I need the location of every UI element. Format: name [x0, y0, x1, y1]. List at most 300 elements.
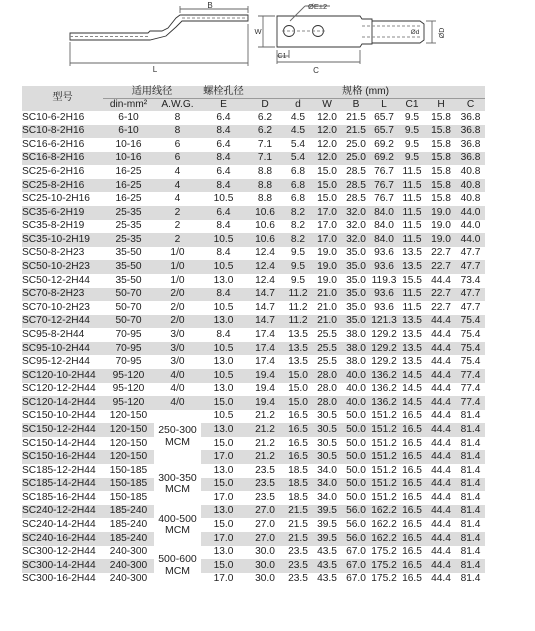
model-cell: SC120-12-2H44 — [22, 383, 96, 395]
model-cell: SC95-8-2H44 — [22, 328, 85, 340]
d-cell: 16.5 — [284, 423, 312, 437]
L-cell: 162.2 — [371, 519, 397, 531]
din-cell: 35-50 — [115, 274, 142, 286]
C-cell: 47.7 — [460, 247, 481, 259]
model-cell: SC240-12-2H44 — [22, 505, 103, 519]
B-cell: 35.0 — [346, 274, 366, 286]
C1-cell: 11.5 — [398, 233, 426, 247]
D-cell: 14.7 — [246, 315, 284, 329]
C1-cell: 9.5 — [398, 152, 426, 166]
awg-cell: 4 — [174, 193, 181, 205]
L-cell: 136.2 — [371, 383, 397, 395]
table-row — [22, 288, 485, 302]
model-cell: SC35-10-2H19 — [22, 233, 103, 247]
W-cell: 30.5 — [317, 437, 337, 449]
D-cell: 8.8 — [257, 166, 273, 177]
awg-group-range: 300-350 — [158, 471, 197, 484]
e-cell: 15.0 — [201, 396, 246, 410]
model-cell: SC150-16-2H44 — [22, 450, 103, 464]
W-cell: 43.5 — [317, 546, 337, 558]
B-cell: 25.0 — [346, 138, 366, 150]
W-cell: 19.0 — [317, 274, 337, 286]
C-cell: 81.4 — [456, 478, 485, 492]
W-cell: 21.0 — [312, 315, 342, 329]
dim-c1-label: C1 — [277, 53, 287, 60]
awg-group-unit: MCM — [164, 564, 191, 577]
C1-cell: 16.5 — [402, 491, 422, 503]
d-cell: 6.8 — [290, 193, 306, 205]
H-cell: 44.4 — [431, 573, 451, 585]
model-cell: SC300-14-2H44 — [22, 559, 103, 573]
model-cell: SC240-16-2H44 — [22, 532, 103, 546]
H-cell: 44.4 — [431, 328, 451, 340]
din-cell: 240-300 — [103, 559, 154, 573]
d-cell: 16.5 — [284, 450, 312, 464]
model-cell: SC185-16-2H44 — [22, 491, 96, 503]
B-cell: 35.0 — [346, 247, 366, 259]
model-cell: SC120-14-2H44 — [22, 396, 103, 410]
model-cell: SC25-6-2H16 — [22, 166, 85, 177]
D-cell: 8.8 — [246, 179, 284, 193]
table-row — [22, 478, 485, 492]
awg-cell: 6 — [174, 138, 181, 150]
e-cell: 15.0 — [213, 519, 234, 531]
awg-group-unit: MCM — [164, 435, 191, 448]
din-cell: 150-185 — [109, 491, 148, 503]
d-cell: 8.2 — [284, 206, 312, 220]
C-cell: 73.4 — [460, 274, 481, 286]
C1-cell: 13.5 — [402, 356, 422, 368]
din-cell: 240-300 — [109, 573, 148, 585]
awg-cell: 2/0 — [170, 301, 185, 313]
model-cell: SC300-12-2H44 — [22, 546, 96, 558]
d-cell: 16.5 — [288, 410, 308, 422]
din-cell: 10-16 — [103, 152, 154, 166]
model-cell: SC25-8-2H16 — [22, 179, 103, 193]
lug-technical-drawing — [0, 0, 535, 82]
model-cell: SC150-12-2H44 — [22, 423, 103, 437]
awg-cell: 1/0 — [170, 247, 185, 259]
table-row — [22, 505, 485, 519]
dim-w-label: W — [254, 27, 262, 36]
L-cell: 84.0 — [374, 220, 394, 232]
C1-cell: 13.5 — [398, 315, 426, 329]
W-cell: 39.5 — [317, 519, 337, 531]
model-cell: SC10-8-2H16 — [22, 125, 103, 139]
e-cell: 13.0 — [213, 274, 234, 286]
W-cell: 30.5 — [312, 423, 342, 437]
B-cell: 32.0 — [346, 220, 366, 232]
C1-cell: 16.5 — [398, 505, 426, 519]
C1-cell: 13.5 — [398, 342, 426, 356]
awg-cell: 2/0 — [154, 288, 201, 302]
din-cell: 150-185 — [109, 464, 148, 476]
C-cell: 81.4 — [460, 573, 481, 585]
C1-cell: 16.5 — [402, 464, 422, 476]
e-cell: 8.4 — [201, 288, 246, 302]
W-cell: 25.5 — [317, 328, 337, 340]
model-cell: SC16-6-2H16 — [22, 138, 85, 150]
awg-cell: 4 — [154, 179, 201, 193]
H-cell: 44.4 — [431, 437, 451, 449]
C-cell: 47.7 — [456, 260, 485, 274]
L-cell: 84.0 — [370, 206, 398, 220]
din-cell: 16-25 — [115, 166, 142, 177]
C-cell: 44.0 — [456, 233, 485, 247]
din-cell: 120-150 — [109, 437, 148, 449]
awg-group-unit: MCM — [164, 524, 191, 537]
header-wire-range: 适用线径 — [103, 86, 201, 99]
H-cell: 19.0 — [426, 206, 456, 220]
D-cell: 7.1 — [257, 138, 273, 150]
L-cell: 121.3 — [371, 315, 397, 327]
din-cell: 120-150 — [109, 410, 148, 422]
d-cell: 18.5 — [288, 491, 308, 503]
dim-b-label: B — [207, 1, 213, 10]
table-row — [22, 111, 485, 125]
dim-d-label: Ød — [410, 29, 420, 36]
H-cell: 15.8 — [426, 125, 456, 139]
L-cell: 151.2 — [371, 451, 397, 463]
W-cell: 43.5 — [317, 573, 337, 585]
table-row — [22, 491, 485, 505]
awg-cell: 4/0 — [154, 396, 201, 410]
C-cell: 81.4 — [456, 505, 485, 519]
e-cell: 13.0 — [213, 546, 234, 558]
d-cell: 9.5 — [290, 274, 306, 286]
table-row — [22, 138, 485, 152]
table-row — [22, 450, 485, 464]
C1-cell: 13.5 — [402, 247, 422, 259]
din-cell: 95-120 — [112, 383, 145, 395]
din-cell: 50-70 — [103, 288, 154, 302]
C1-cell: 11.5 — [402, 193, 422, 205]
e-cell: 10.5 — [201, 260, 246, 274]
W-cell: 17.0 — [317, 220, 337, 232]
table-row — [22, 437, 485, 451]
B-cell: 28.5 — [342, 179, 370, 193]
header-l: L — [370, 99, 398, 112]
din-cell: 16-25 — [115, 193, 142, 205]
C1-cell: 11.5 — [398, 288, 426, 302]
D-cell: 30.0 — [255, 573, 275, 585]
model-cell: SC25-10-2H16 — [22, 193, 90, 205]
H-cell: 44.4 — [431, 519, 451, 531]
B-cell: 32.0 — [342, 233, 370, 247]
din-cell: 25-35 — [103, 233, 154, 247]
C-cell: 47.7 — [460, 301, 481, 313]
C1-cell: 11.5 — [402, 220, 422, 232]
d-cell: 18.5 — [288, 464, 308, 476]
W-cell: 34.0 — [317, 491, 337, 503]
H-cell: 44.4 — [426, 396, 456, 410]
L-cell: 136.2 — [371, 369, 397, 381]
D-cell: 23.5 — [246, 478, 284, 492]
L-cell: 151.2 — [371, 478, 397, 490]
dim-c-label: C — [313, 66, 319, 75]
C-cell: 81.4 — [460, 464, 481, 476]
L-cell: 93.6 — [370, 288, 398, 302]
H-cell: 15.8 — [426, 179, 456, 193]
D-cell: 17.4 — [255, 328, 275, 340]
D-cell: 23.5 — [255, 491, 275, 503]
model-cell: SC50-10-2H23 — [22, 260, 103, 274]
B-cell: 50.0 — [342, 450, 370, 464]
din-cell: 35-50 — [115, 247, 142, 259]
D-cell: 30.0 — [246, 559, 284, 573]
din-cell: 185-240 — [109, 519, 148, 531]
d-cell: 6.8 — [284, 179, 312, 193]
header-e: E — [201, 99, 246, 112]
model-cell: SC185-14-2H44 — [22, 478, 103, 492]
e-cell: 13.0 — [213, 383, 234, 395]
D-cell: 27.0 — [246, 532, 284, 546]
C-cell: 75.4 — [460, 328, 481, 340]
D-cell: 14.7 — [246, 288, 284, 302]
H-cell: 44.4 — [431, 491, 451, 503]
header-din: din-mm² — [103, 99, 154, 112]
W-cell: 34.0 — [317, 464, 337, 476]
C-cell: 81.4 — [460, 546, 481, 558]
table-row — [22, 247, 485, 261]
din-cell: 95-120 — [103, 369, 154, 383]
awg-group-cell — [154, 464, 201, 505]
d-cell: 5.4 — [290, 138, 306, 150]
C-cell: 44.0 — [460, 220, 481, 232]
d-cell: 6.8 — [290, 166, 306, 177]
H-cell: 19.0 — [431, 220, 451, 232]
table-row — [22, 423, 485, 437]
L-cell: 93.6 — [374, 247, 394, 259]
e-cell: 13.0 — [201, 423, 246, 437]
D-cell: 23.5 — [255, 464, 275, 476]
awg-cell: 3/0 — [154, 342, 201, 356]
L-cell: 175.2 — [371, 546, 397, 558]
H-cell: 15.8 — [431, 166, 451, 177]
C-cell: 77.4 — [460, 383, 481, 395]
H-cell: 44.4 — [431, 383, 451, 395]
L-cell: 76.7 — [374, 193, 394, 205]
d-cell: 8.2 — [290, 220, 306, 232]
model-cell: SC70-12-2H44 — [22, 315, 103, 329]
din-cell: 70-95 — [115, 356, 142, 368]
W-cell: 12.0 — [312, 125, 342, 139]
d-cell: 9.5 — [290, 247, 306, 259]
table-row — [22, 328, 485, 342]
model-cell: SC35-6-2H19 — [22, 206, 103, 220]
D-cell: 19.4 — [246, 369, 284, 383]
table-row — [22, 396, 485, 410]
W-cell: 28.0 — [312, 369, 342, 383]
B-cell: 38.0 — [346, 328, 366, 340]
awg-cell: 2 — [174, 220, 181, 232]
H-cell: 44.4 — [426, 532, 456, 546]
table-row — [22, 125, 485, 139]
C1-cell: 16.5 — [402, 437, 422, 449]
din-cell: 185-240 — [103, 532, 154, 546]
model-cell: SC70-10-2H23 — [22, 301, 90, 313]
B-cell: 50.0 — [342, 423, 370, 437]
e-cell: 6.4 — [216, 111, 231, 123]
B-cell: 67.0 — [346, 573, 366, 585]
L-cell: 84.0 — [370, 233, 398, 247]
din-cell: 50-70 — [103, 315, 154, 329]
din-cell: 120-150 — [103, 423, 154, 437]
d-cell: 23.5 — [284, 559, 312, 573]
H-cell: 44.4 — [426, 315, 456, 329]
d-cell: 18.5 — [284, 478, 312, 492]
model-cell: SC10-6-2H16 — [22, 111, 85, 123]
awg-cell: 3/0 — [170, 356, 185, 368]
awg-cell: 4/0 — [154, 369, 201, 383]
H-cell: 44.4 — [426, 450, 456, 464]
d-cell: 13.5 — [288, 356, 308, 368]
L-cell: 119.3 — [371, 274, 397, 286]
table-row — [22, 355, 485, 369]
din-cell: 25-35 — [115, 220, 142, 232]
d-cell: 9.5 — [284, 260, 312, 274]
H-cell: 44.4 — [431, 356, 451, 368]
e-cell: 10.5 — [201, 233, 246, 247]
D-cell: 6.2 — [257, 111, 273, 123]
d-cell: 23.5 — [288, 546, 308, 558]
model-cell: SC70-8-2H23 — [22, 288, 103, 302]
D-cell: 6.2 — [246, 125, 284, 139]
e-cell: 17.0 — [213, 491, 234, 503]
C-cell: 81.4 — [456, 450, 485, 464]
din-cell: 35-50 — [103, 260, 154, 274]
L-cell: 65.7 — [374, 111, 394, 123]
C1-cell: 14.5 — [398, 396, 426, 410]
model-cell: SC95-12-2H44 — [22, 356, 90, 368]
B-cell: 38.0 — [346, 356, 366, 368]
W-cell: 25.5 — [317, 356, 337, 368]
awg-group-range: 500-600 — [158, 553, 197, 566]
C1-cell: 13.5 — [402, 328, 422, 340]
d-cell: 23.5 — [288, 573, 308, 585]
H-cell: 15.8 — [431, 138, 451, 150]
H-cell: 44.4 — [431, 410, 451, 422]
awg-cell: 4 — [174, 166, 181, 177]
C-cell: 81.4 — [456, 559, 485, 573]
W-cell: 15.0 — [317, 193, 337, 205]
e-cell: 6.4 — [201, 206, 246, 220]
header-c1: C1 — [398, 99, 426, 112]
e-cell: 8.4 — [216, 247, 231, 259]
C1-cell: 11.5 — [402, 301, 422, 313]
D-cell: 21.2 — [246, 423, 284, 437]
model-cell: SC120-10-2H44 — [22, 369, 103, 383]
W-cell: 15.0 — [312, 179, 342, 193]
d-cell: 8.2 — [284, 233, 312, 247]
table-row — [22, 369, 485, 383]
C1-cell: 14.5 — [398, 369, 426, 383]
C-cell: 36.8 — [460, 138, 481, 150]
H-cell: 22.7 — [431, 301, 451, 313]
B-cell: 35.0 — [342, 260, 370, 274]
e-cell: 17.0 — [213, 573, 234, 585]
C-cell: 75.4 — [460, 356, 481, 368]
H-cell: 44.4 — [426, 478, 456, 492]
H-cell: 44.4 — [431, 464, 451, 476]
D-cell: 17.4 — [255, 356, 275, 368]
table-row — [22, 559, 485, 573]
e-cell: 10.5 — [213, 410, 234, 422]
B-cell: 25.0 — [342, 152, 370, 166]
D-cell: 19.4 — [246, 396, 284, 410]
e-cell: 15.0 — [201, 559, 246, 573]
table-row — [22, 342, 485, 356]
d-cell: 15.0 — [284, 369, 312, 383]
e-cell: 6.4 — [216, 166, 231, 177]
W-cell: 17.0 — [312, 233, 342, 247]
D-cell: 10.6 — [246, 233, 284, 247]
awg-cell: 8 — [154, 125, 201, 139]
L-cell: 175.2 — [371, 559, 397, 571]
awg-group-range: 250-300 — [158, 424, 197, 437]
model-cell: SC185-12-2H44 — [22, 464, 96, 476]
C-cell: 47.7 — [456, 288, 485, 302]
H-cell: 22.7 — [431, 247, 451, 259]
B-cell: 35.0 — [342, 288, 370, 302]
W-cell: 34.0 — [312, 478, 342, 492]
L-cell: 69.2 — [370, 152, 398, 166]
C-cell: 44.0 — [456, 206, 485, 220]
table-row — [22, 410, 485, 424]
H-cell: 44.4 — [426, 369, 456, 383]
L-cell: 65.7 — [370, 125, 398, 139]
awg-group-cell — [154, 546, 201, 587]
dim-l-label: L — [152, 65, 158, 74]
awg-cell: 3/0 — [170, 328, 185, 340]
spec-table — [22, 86, 485, 586]
e-cell: 8.4 — [201, 152, 246, 166]
table-row — [22, 192, 485, 206]
d-cell: 13.5 — [284, 342, 312, 356]
C1-cell: 16.5 — [398, 450, 426, 464]
H-cell: 44.4 — [426, 505, 456, 519]
W-cell: 21.0 — [317, 301, 337, 313]
e-cell: 17.0 — [201, 532, 246, 546]
C1-cell: 16.5 — [398, 423, 426, 437]
W-cell: 39.5 — [312, 532, 342, 546]
B-cell: 40.0 — [342, 396, 370, 410]
e-cell: 10.5 — [201, 369, 246, 383]
D-cell: 12.4 — [255, 274, 275, 286]
din-cell: 240-300 — [109, 546, 148, 558]
din-cell: 185-240 — [103, 505, 154, 519]
W-cell: 39.5 — [312, 505, 342, 519]
table-row — [22, 315, 485, 329]
table-row — [22, 301, 485, 315]
L-cell: 162.2 — [371, 532, 397, 544]
C-cell: 40.8 — [460, 166, 481, 177]
C1-cell: 11.5 — [398, 206, 426, 220]
e-cell: 8.4 — [201, 125, 246, 139]
B-cell: 50.0 — [346, 464, 366, 476]
H-cell: 44.4 — [431, 274, 451, 286]
L-cell: 175.2 — [371, 573, 397, 585]
awg-cell: 6 — [154, 152, 201, 166]
C-cell: 40.8 — [456, 179, 485, 193]
H-cell: 44.4 — [426, 559, 456, 573]
B-cell: 50.0 — [346, 410, 366, 422]
e-cell: 13.0 — [213, 356, 234, 368]
din-cell: 95-120 — [103, 396, 154, 410]
W-cell: 12.0 — [317, 138, 337, 150]
W-cell: 28.0 — [317, 383, 337, 395]
awg-cell: 1/0 — [154, 260, 201, 274]
